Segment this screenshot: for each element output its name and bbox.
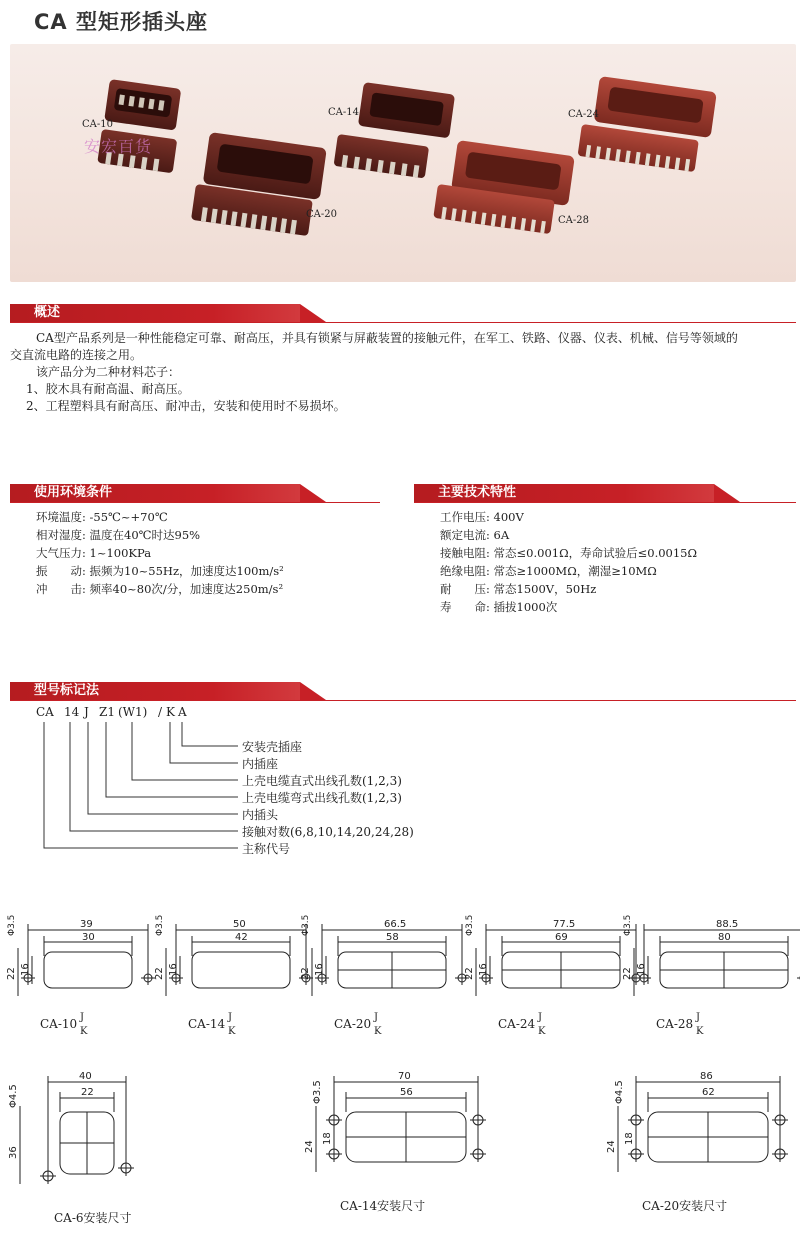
suffix-top: J xyxy=(228,1012,233,1023)
overview-para2: 该产品分为二种材料芯子： xyxy=(36,365,181,379)
tech-key: 绝缘电阻: xyxy=(440,564,490,578)
dim-hole: Φ3.5 xyxy=(155,914,165,936)
env-value: -55℃~+70℃ xyxy=(89,510,168,524)
env-key: 大气压力: xyxy=(36,546,86,560)
connector-outline xyxy=(44,952,132,988)
section-title: 型号标记法 xyxy=(34,683,100,698)
overview-para1: CA型产品系列是一种性能稳定可靠、耐高压，并具有锁紧与屏蔽装置的接触元件，在军工、铁路、仪器、仪表、机械、信号等领域的 xyxy=(36,331,738,345)
tech-value: 6A xyxy=(493,528,510,542)
dim-outer: 88.5 xyxy=(716,919,739,930)
dim-height-inner: 16 xyxy=(168,963,179,976)
dim-outer: 39 xyxy=(80,919,93,930)
tech-key: 额定电流: xyxy=(440,528,490,542)
dim-inner: 56 xyxy=(400,1087,413,1098)
env-value: 温度在40℃时达95% xyxy=(89,528,201,542)
dim-outer: 86 xyxy=(700,1071,713,1082)
dim-hole: Φ4.5 xyxy=(614,1080,625,1104)
suffix-top: J xyxy=(696,1012,701,1023)
dim-inner: 58 xyxy=(386,932,399,943)
dim-height-outer: 36 xyxy=(8,1146,19,1159)
watermark: 安宏百货 xyxy=(84,137,153,156)
tech-value: 常态≥1000MΩ，潮湿≥10MΩ xyxy=(493,564,657,578)
photo-label-ca20: CA-20 xyxy=(306,209,337,220)
dimension-drawing xyxy=(622,912,786,1042)
tech-key: 接触电阻: xyxy=(440,546,490,560)
suffix-bottom: K xyxy=(374,1026,382,1037)
dim-hole: Φ3.5 xyxy=(301,914,311,936)
tech-value: 插拔1000次 xyxy=(493,600,558,614)
dim-height-inner: 18 xyxy=(624,1132,635,1145)
dimension-drawing xyxy=(464,912,628,1042)
photo-label-ca24: CA-24 xyxy=(568,109,599,120)
dim-height-outer: 22 xyxy=(154,967,165,980)
dimension-drawing xyxy=(300,912,464,1042)
mounting-drawing xyxy=(10,1068,230,1228)
dim-outer: 40 xyxy=(79,1071,92,1082)
dim-outer: 70 xyxy=(398,1071,411,1082)
tech-value: 常态1500V，50Hz xyxy=(493,582,597,596)
dim-height-outer: 22 xyxy=(464,967,475,980)
tech-key: 工作电压: xyxy=(440,510,490,524)
drawing-caption: CA-20 xyxy=(334,1017,372,1031)
legend-item: 内插座 xyxy=(242,757,279,771)
dim-height-inner: 18 xyxy=(322,1132,333,1145)
overview-item1: 1、胶木具有耐高温、耐高压。 xyxy=(26,382,190,396)
tech-key: 寿 命: xyxy=(440,600,490,614)
section-title: 概述 xyxy=(34,305,61,320)
suffix-top: J xyxy=(80,1012,85,1023)
connector-outline xyxy=(192,952,290,988)
suffix-bottom: K xyxy=(228,1026,236,1037)
env-key: 振 动: xyxy=(36,564,86,578)
dimension-drawing xyxy=(154,912,318,1042)
drawing-caption: CA-20安装尺寸 xyxy=(642,1199,728,1213)
drawing-caption: CA-24 xyxy=(498,1017,536,1031)
dim-hole: Φ4.5 xyxy=(8,1084,19,1108)
dim-hole: Φ3.5 xyxy=(7,914,17,936)
code-part: Z1 xyxy=(99,705,115,719)
legend-item: 接触对数(6,8,10,14,20,24,28) xyxy=(242,825,414,839)
code-part: K xyxy=(166,705,175,719)
tech-key: 耐 压: xyxy=(440,582,490,596)
legend-item: 内插头 xyxy=(242,808,279,822)
mounting-drawing xyxy=(306,1068,526,1228)
dim-hole: Φ3.5 xyxy=(465,914,475,936)
dim-hole: Φ3.5 xyxy=(623,914,633,936)
dim-height-outer: 22 xyxy=(300,967,311,980)
dim-hole: Φ3.5 xyxy=(312,1080,323,1104)
drawing-caption: CA-6安装尺寸 xyxy=(54,1211,132,1225)
section-title: 使用环境条件 xyxy=(34,485,113,500)
dim-height-inner: 16 xyxy=(314,963,325,976)
dim-inner: 80 xyxy=(718,932,731,943)
drawing-caption: CA-10 xyxy=(40,1017,78,1031)
dim-height-outer: 24 xyxy=(606,1140,617,1153)
code-part: CA xyxy=(36,705,54,719)
legend-item: 上壳电缆直式出线孔数(1,2,3) xyxy=(242,774,402,788)
dim-inner: 22 xyxy=(81,1087,94,1098)
code-part: J xyxy=(84,705,89,719)
code-part: (W1) xyxy=(118,705,148,719)
drawing-caption: CA-14 xyxy=(188,1017,226,1031)
legend-item: 安装壳插座 xyxy=(242,740,303,754)
suffix-bottom: K xyxy=(80,1026,88,1037)
dim-inner: 69 xyxy=(555,932,568,943)
code-part: 14 xyxy=(64,705,80,719)
suffix-top: J xyxy=(374,1012,379,1023)
dim-height-outer: 24 xyxy=(304,1140,315,1153)
dim-height-inner: 16 xyxy=(478,963,489,976)
mounting-drawing xyxy=(608,1068,800,1228)
env-value: 振频为10~55Hz，加速度达100m/s² xyxy=(89,564,284,578)
env-key: 环境温度: xyxy=(36,510,86,524)
tech-value: 400V xyxy=(493,510,524,524)
photo-label-ca14: CA-14 xyxy=(328,107,359,118)
dim-inner: 30 xyxy=(82,932,95,943)
section-title: 主要技术特性 xyxy=(438,485,517,500)
dimension-drawing xyxy=(6,912,170,1042)
dim-inner: 42 xyxy=(235,932,248,943)
legend-item: 上壳电缆弯式出线孔数(1,2,3) xyxy=(242,791,402,805)
photo-label-ca28: CA-28 xyxy=(558,215,589,226)
drawing-caption: CA-14安装尺寸 xyxy=(340,1199,426,1213)
env-key: 冲 击: xyxy=(36,582,86,596)
dim-inner: 62 xyxy=(702,1087,715,1098)
overview-item2: 2、工程塑料具有耐高压、耐冲击，安装和使用时不易损坏。 xyxy=(26,399,346,413)
dim-outer: 66.5 xyxy=(384,919,407,930)
photo-label-ca10: CA-10 xyxy=(82,119,113,130)
dim-outer: 50 xyxy=(233,919,246,930)
page-title: CA 型矩形插头座 xyxy=(34,10,208,34)
dim-height-inner: 16 xyxy=(636,963,647,976)
suffix-bottom: K xyxy=(696,1026,704,1037)
dim-height-outer: 22 xyxy=(622,967,633,980)
overview-para1-cont: 交直流电路的连接之用。 xyxy=(10,348,143,362)
legend-item: 主称代号 xyxy=(242,842,291,856)
suffix-bottom: K xyxy=(538,1026,546,1037)
suffix-top: J xyxy=(538,1012,543,1023)
env-value: 频率40~80次/分，加速度达250m/s² xyxy=(89,582,284,596)
code-part: A xyxy=(178,705,187,719)
code-part: / xyxy=(158,705,163,719)
env-key: 相对湿度: xyxy=(36,528,86,542)
dim-height-outer: 22 xyxy=(6,967,17,980)
drawing-caption: CA-28 xyxy=(656,1017,694,1031)
dim-outer: 77.5 xyxy=(553,919,576,930)
env-value: 1~100KPa xyxy=(89,546,152,560)
tech-value: 常态≤0.001Ω，寿命试验后≤0.0015Ω xyxy=(493,546,698,560)
dim-height-inner: 16 xyxy=(20,963,31,976)
